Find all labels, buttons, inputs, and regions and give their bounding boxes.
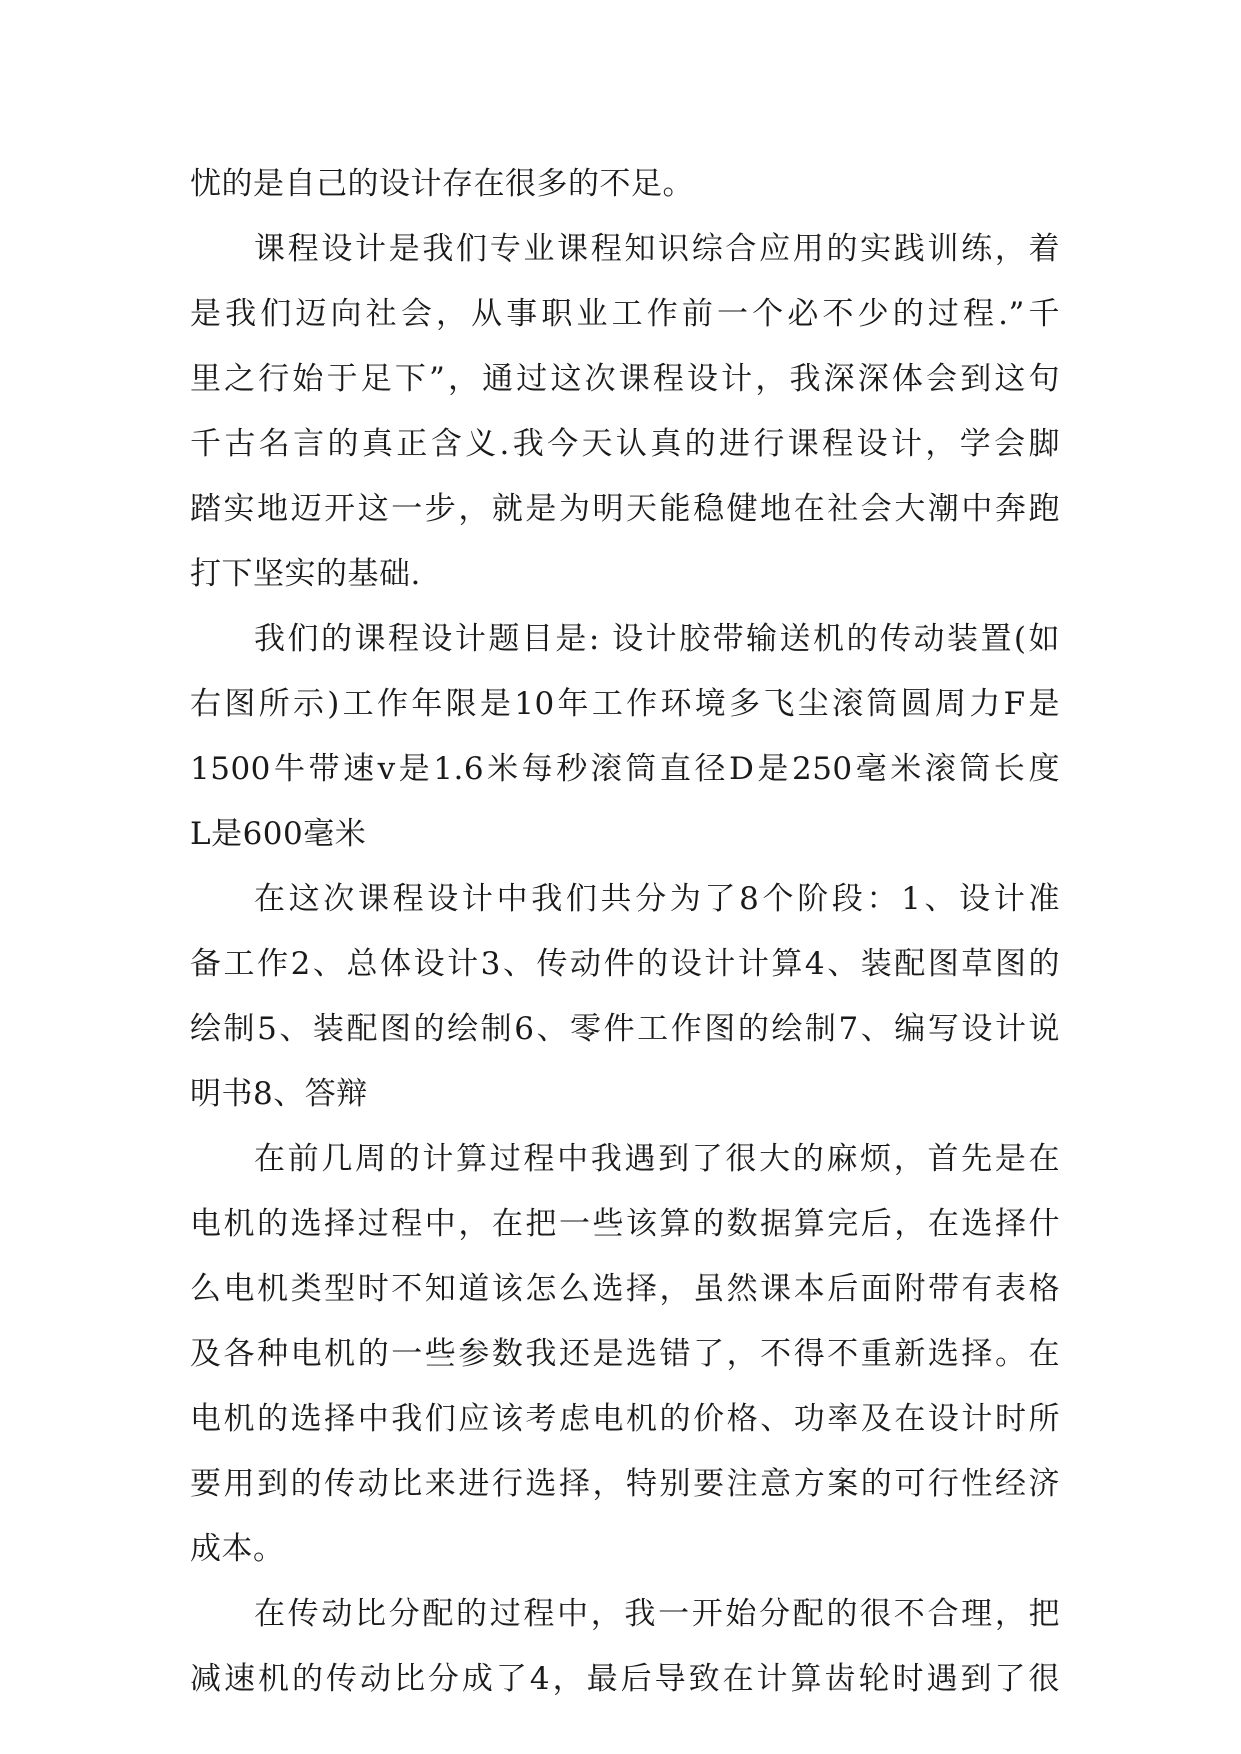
text-line: 减速机的传动比分成了4，最后导致在计算齿轮时遇到了很 (190, 1661, 1060, 1697)
text-line: 在前几周的计算过程中我遇到了很大的麻烦，首先是在 (254, 1141, 1060, 1177)
text-line: 电机的选择中我们应该考虑电机的价格、功率及在设计时所 (190, 1401, 1060, 1437)
text-line: 我们的课程设计题目是: 设计胶带输送机的传动装置(如 (254, 621, 1060, 657)
text-line: 在这次课程设计中我们共分为了8个阶段：1、设计准 (254, 881, 1060, 917)
text-line: 是我们迈向社会，从事职业工作前一个必不少的过程.”千 (190, 296, 1060, 332)
text-line: 忧的是自己的设计存在很多的不足。 (190, 166, 694, 202)
text-line: 在传动比分配的过程中，我一开始分配的很不合理，把 (254, 1596, 1060, 1632)
text-line: 打下坚实的基础. (190, 556, 421, 592)
text-line: 备工作2、总体设计3、传动件的设计计算4、装配图草图的 (190, 946, 1060, 982)
document-body (190, 152, 1060, 1712)
text-line: 1500牛带速v是1.6米每秒滚筒直径D是250毫米滚筒长度 (190, 751, 1060, 787)
text-line: 成本。 (190, 1531, 285, 1567)
text-line: 么电机类型时不知道该怎么选择，虽然课本后面附带有表格 (190, 1271, 1060, 1307)
text-line: 千古名言的真正含义.我今天认真的进行课程设计，学会脚 (190, 426, 1060, 462)
text-line: 右图所示)工作年限是10年工作环境多飞尘滚筒圆周力F是 (190, 686, 1060, 722)
text-line: 课程设计是我们专业课程知识综合应用的实践训练，着 (254, 231, 1060, 267)
text-line: 要用到的传动比来进行选择，特别要注意方案的可行性经济 (190, 1466, 1060, 1502)
text-line: 明书8、答辩 (190, 1076, 368, 1112)
text-line: 里之行始于足下”，通过这次课程设计，我深深体会到这句 (190, 361, 1060, 397)
text-line: 及各种电机的一些参数我还是选错了，不得不重新选择。在 (190, 1336, 1060, 1372)
text-line: L是600毫米 (190, 816, 367, 852)
text-line: 绘制5、装配图的绘制6、零件工作图的绘制7、编写设计说 (190, 1011, 1060, 1047)
text-line: 踏实地迈开这一步，就是为明天能稳健地在社会大潮中奔跑 (190, 491, 1060, 527)
text-line: 电机的选择过程中，在把一些该算的数据算完后，在选择什 (190, 1206, 1060, 1242)
